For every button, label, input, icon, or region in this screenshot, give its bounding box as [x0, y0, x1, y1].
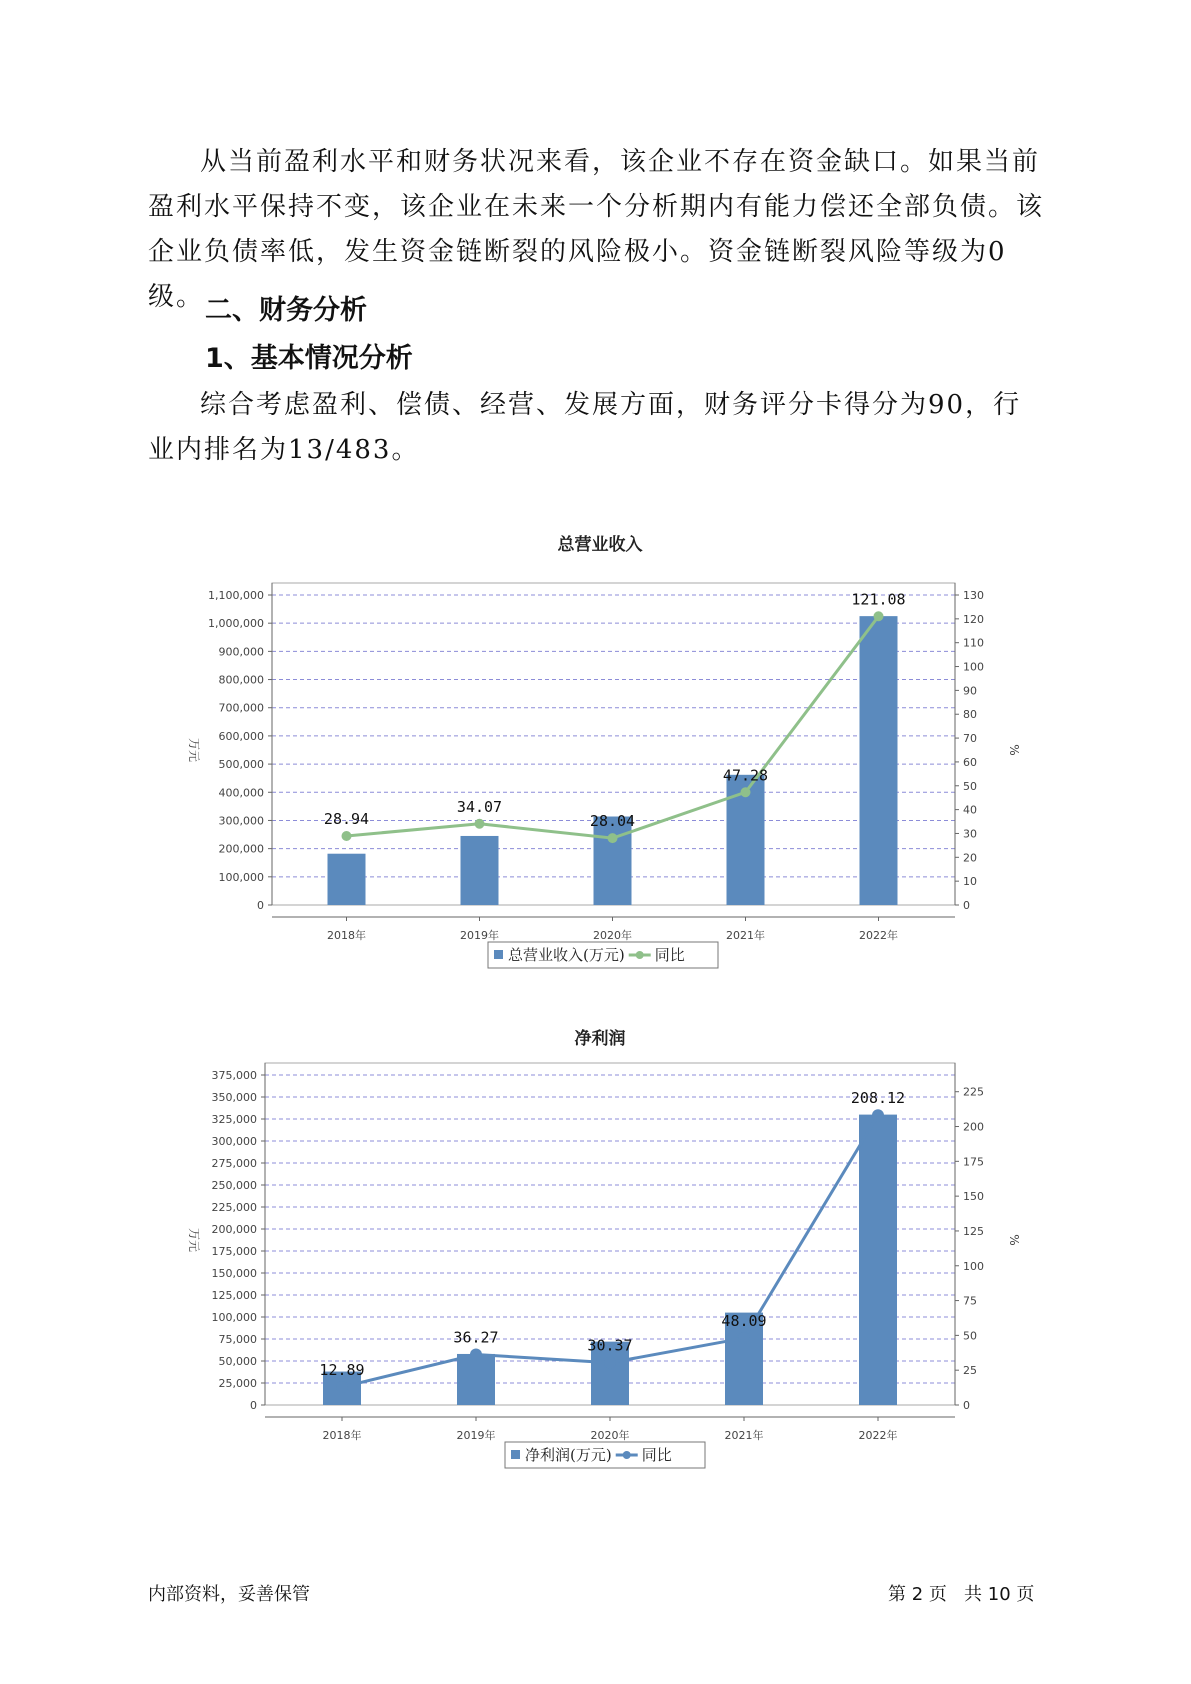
y2-tick-label: 10 — [963, 875, 977, 889]
x-tick-label: 2021年 — [726, 929, 765, 942]
x-tick-label: 2020年 — [590, 1429, 630, 1442]
y2-tick-label: 50 — [963, 779, 977, 793]
y2-tick-label: 150 — [963, 1190, 984, 1204]
bar-2018年 — [328, 854, 366, 905]
subsection-heading: 1、基本情况分析 — [205, 343, 413, 374]
x-tick-label: 2018年 — [327, 929, 366, 942]
y2-tick-label: 60 — [963, 755, 977, 769]
yoy-point — [604, 1357, 616, 1369]
y2-tick-label: 90 — [963, 684, 977, 698]
y2-tick-label: 30 — [963, 827, 977, 841]
y2-tick-label: 175 — [963, 1155, 984, 1169]
y2-tick-label: 80 — [963, 708, 977, 722]
yoy-point — [336, 1381, 348, 1393]
y-tick-label: 175,000 — [211, 1245, 257, 1258]
revenue-chart — [0, 520, 1191, 990]
legend-bar-label: 净利润(万元) — [525, 1446, 612, 1464]
y-tick-label: 75,000 — [218, 1333, 257, 1346]
yoy-point — [874, 611, 884, 621]
yoy-point — [608, 833, 618, 843]
paragraph-risk-text: 从当前盈利水平和财务状况来看，该企业不存在资金缺口。如果当前盈利水平保持不变，该企业在未来一个分析期内有能力偿还全部负债。该企业负债率低，发生资金链断裂的风险极小。资金链断裂风险等级为0级。 — [148, 147, 1045, 312]
yoy-point — [738, 1332, 750, 1344]
bar-2022年 — [859, 1115, 897, 1405]
paragraph-score-summary — [148, 383, 1048, 473]
y-tick-label: 0 — [257, 899, 264, 912]
legend-line-marker — [623, 1451, 631, 1459]
legend-line-label: 同比 — [654, 946, 685, 964]
yoy-point — [475, 819, 485, 829]
y2-tick-label: 110 — [963, 636, 984, 650]
y2-tick-label: 50 — [963, 1329, 977, 1343]
footer-page-number: 第 2 页 共 10 页 — [888, 1584, 1035, 1605]
net-profit-chart — [0, 1020, 1191, 1490]
y-tick-label: 350,000 — [211, 1091, 257, 1104]
x-tick-label: 2022年 — [859, 929, 898, 942]
x-tick-label: 2021年 — [724, 1429, 764, 1442]
yoy-data-label: 121.08 — [851, 590, 906, 609]
x-tick-label: 2020年 — [593, 929, 632, 942]
y-tick-label: 500,000 — [218, 758, 264, 772]
y2-axis-label: % — [1007, 1234, 1021, 1246]
y-tick-label: 100,000 — [211, 1311, 257, 1324]
y-tick-label: 275,000 — [211, 1157, 257, 1170]
y-tick-label: 25,000 — [218, 1377, 257, 1390]
y-tick-label: 225,000 — [211, 1201, 257, 1214]
y2-tick-label: 0 — [963, 899, 970, 912]
y2-tick-label: 120 — [963, 612, 984, 626]
legend-bar-swatch — [494, 950, 503, 959]
y2-tick-label: 130 — [963, 589, 984, 602]
yoy-data-label: 34.07 — [456, 797, 503, 816]
y-tick-label: 400,000 — [218, 786, 264, 800]
legend-line-marker — [636, 951, 644, 959]
legend-line-label: 同比 — [641, 1446, 672, 1464]
y-tick-label: 300,000 — [218, 814, 264, 828]
x-tick-label: 2022年 — [858, 1429, 898, 1442]
chart-legend — [488, 942, 718, 968]
y-axis-label: 万元 — [187, 1227, 201, 1253]
y2-tick-label: 100 — [963, 1259, 984, 1273]
section-heading: 二、财务分析 — [205, 295, 367, 326]
y-tick-label: 1,000,000 — [208, 617, 264, 631]
y-tick-label: 600,000 — [218, 729, 264, 743]
y2-axis-label: % — [1007, 744, 1021, 756]
legend-bar-swatch — [511, 1450, 520, 1459]
yoy-data-label: 28.04 — [589, 812, 636, 831]
yoy-data-label: 36.27 — [453, 1328, 499, 1347]
bar-2019年 — [461, 836, 499, 905]
yoy-data-label: 208.12 — [850, 1089, 906, 1108]
y-tick-label: 200,000 — [218, 842, 264, 856]
chart-title: 总营业收入 — [557, 535, 643, 555]
y2-tick-label: 125 — [963, 1224, 984, 1238]
yoy-data-label: 30.37 — [587, 1336, 633, 1355]
x-tick-label: 2019年 — [456, 1429, 496, 1442]
bar-2019年 — [457, 1354, 495, 1405]
y2-tick-label: 75 — [963, 1294, 977, 1308]
y2-tick-label: 100 — [963, 660, 984, 674]
y-tick-label: 300,000 — [211, 1135, 257, 1148]
y-tick-label: 100,000 — [218, 870, 264, 884]
y2-tick-label: 20 — [963, 851, 977, 865]
y-tick-label: 150,000 — [211, 1267, 257, 1280]
y-axis-label: 万元 — [187, 737, 201, 763]
yoy-data-label: 48.09 — [721, 1312, 767, 1331]
y-tick-label: 50,000 — [218, 1355, 257, 1368]
yoy-point — [342, 831, 352, 841]
y2-tick-label: 0 — [963, 1399, 970, 1412]
y2-tick-label: 225 — [963, 1085, 984, 1099]
y2-tick-label: 70 — [963, 732, 977, 746]
yoy-data-label: 28.94 — [323, 809, 370, 828]
chart-legend — [505, 1442, 705, 1468]
y-tick-label: 700,000 — [218, 701, 264, 715]
yoy-point — [741, 787, 751, 797]
yoy-data-label: 47.28 — [722, 766, 769, 785]
x-tick-label: 2018年 — [322, 1429, 362, 1442]
y-tick-label: 250,000 — [211, 1179, 257, 1192]
y2-tick-label: 40 — [963, 803, 977, 817]
y-tick-label: 0 — [250, 1399, 257, 1412]
bar-2022年 — [860, 616, 898, 905]
footer-confidential: 内部资料，妥善保管 — [148, 1584, 310, 1605]
y-tick-label: 325,000 — [211, 1113, 257, 1126]
y-tick-label: 800,000 — [218, 673, 264, 687]
legend-bar-label: 总营业收入(万元) — [508, 946, 625, 964]
y-tick-label: 125,000 — [211, 1289, 257, 1302]
y-tick-label: 200,000 — [211, 1223, 257, 1236]
yoy-point — [872, 1109, 884, 1121]
paragraph-score-text: 综合考虑盈利、偿债、经营、发展方面，财务评分卡得分为90，行业内排名为13/483。 — [148, 390, 1022, 465]
x-tick-label: 2019年 — [460, 929, 499, 942]
chart-title: 净利润 — [574, 1029, 626, 1049]
y-tick-label: 1,100,000 — [208, 589, 264, 602]
yoy-data-label: 12.89 — [319, 1361, 365, 1380]
yoy-line — [347, 616, 879, 838]
yoy-point — [470, 1348, 482, 1360]
y2-tick-label: 25 — [963, 1364, 977, 1378]
y-tick-label: 900,000 — [218, 645, 264, 659]
y-tick-label: 375,000 — [211, 1069, 257, 1082]
y2-tick-label: 200 — [963, 1120, 984, 1134]
